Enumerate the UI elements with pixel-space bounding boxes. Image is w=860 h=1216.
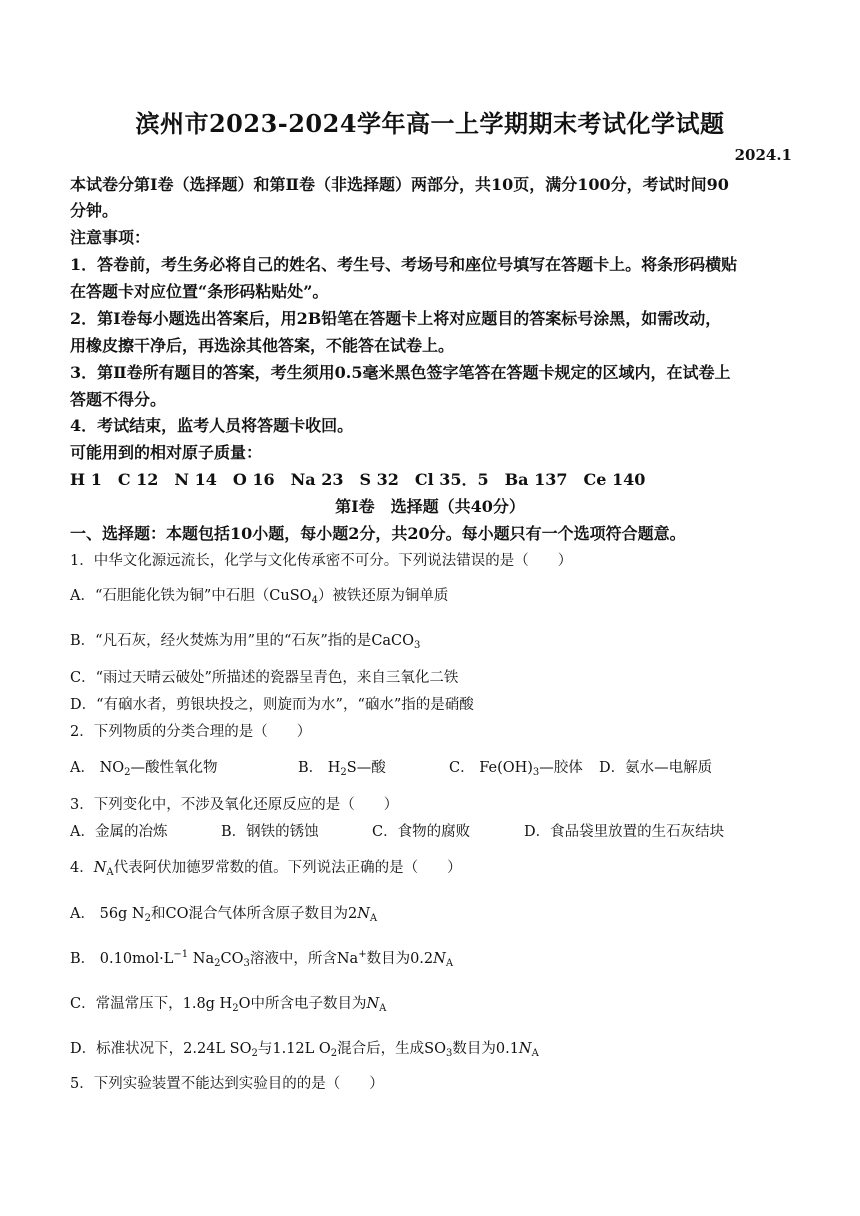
q1-stem: 1．中华文化源远流长，化学与文化传承密不可分。下列说法错误的是（ ） — [70, 553, 573, 569]
q1-option-c: C．“雨过天晴云破处”所描述的瓷器呈青色，来自三氧化二铁 — [70, 670, 459, 686]
atomic-mass-heading: 可能用到的相对原子质量： — [70, 443, 263, 462]
q5-stem: 5．下列实验装置不能达到实验目的的是（ ） — [70, 1076, 384, 1092]
q1-option-d: D．“有硇水者，剪银块投之，则旋而为水”，“硇水”指的是硝酸 — [70, 697, 474, 713]
q1-option-b: B．“凡石灰，经火焚炼为用”里的“石灰”指的是CaCO$_3$ — [70, 633, 421, 651]
q2-option-d: D．氨水—电解质 — [599, 760, 713, 776]
q2-option-a: A． $NO_2—$酸性氧化物 — [70, 760, 218, 778]
note-3-line-1: 3．第Ⅱ卷所有题目的答案，考生须用0.5毫米黑色签字笔答在答题卡规定的区域内，在试卷上 — [70, 363, 731, 382]
note-3-line-2: 答题不得分。 — [70, 390, 167, 409]
note-2-line-2: 用橡皮擦干净后，再选涂其他答案，不能答在试卷上。 — [70, 336, 455, 355]
exam-date: 2024.1 — [734, 146, 792, 164]
atomic-mass-values: H 1 C 12 N 14 O 16 Na 23 S 32 Cl 35．5 Ba 137 Ce 140 — [70, 470, 646, 489]
q4-option-c: C．常温常压下，1.8g $H_2O$中所含电子数目为$N_A$ — [70, 996, 387, 1014]
intro-line-2: 分钟。 — [70, 201, 119, 220]
q2-stem: 2．下列物质的分类合理的是（ ） — [70, 724, 312, 740]
q3-stem: 3．下列变化中，不涉及氧化还原反应的是（ ） — [70, 797, 399, 813]
note-4: 4．考试结束，监考人员将答题卡收回。 — [70, 416, 354, 435]
q3-option-a: A．金属的冶炼 — [70, 824, 168, 840]
q3-option-c: C．食物的腐败 — [372, 824, 471, 840]
q2-option-b: B． $H_2S—$酸 — [298, 760, 386, 778]
q4-option-a: A． 56g $N_2$和CO混合气体所含原子数目为$2N_A$ — [70, 906, 378, 924]
q1-option-a: A．“石胆能化铁为铜”中石胆（CuSO$_4$）被铁还原为铜单质 — [70, 588, 449, 606]
section-instruction: 一、选择题：本题包括10小题，每小题2分，共20分。每小题只有一个选项符合题意。 — [70, 524, 686, 543]
q3-option-b: B．钢铁的锈蚀 — [221, 824, 319, 840]
note-1-line-1: 1．答卷前，考生务必将自己的姓名、考生号、考场号和座位号填写在答题卡上。将条形码横贴 — [70, 255, 738, 274]
q4-stem: 4．$N_A$代表阿伏加德罗常数的值。下列说法正确的是（ ） — [70, 860, 462, 878]
intro-line-1: 本试卷分第Ⅰ卷（选择题）和第Ⅱ卷（非选择题）两部分，共10页，满分100分，考试时间90 — [70, 175, 729, 194]
q4-option-b: B． $0.10mol\cdot L^{-1}$ $Na_2CO_3$溶液中，所含Na+数目为$0.2N_A$ — [70, 949, 454, 969]
note-2-line-1: 2．第Ⅰ卷每小题选出答案后，用2B铅笔在答题卡上将对应题目的答案标号涂黑，如需改动， — [70, 309, 722, 328]
q2-option-c: C． $Fe(OH)_3—$胶体 — [449, 760, 583, 778]
note-1-line-2: 在答题卡对应位置“条形码粘贴处”。 — [70, 282, 329, 301]
q4-option-d: D．标准状况下，2.24L $SO_2$与1.12L $O_2$混合后，生成$SO_3$数目为$0.1N_A$ — [70, 1041, 539, 1059]
notes-heading: 注意事项： — [70, 228, 151, 247]
section-title: 第Ⅰ卷 选择题（共40分） — [335, 497, 525, 516]
q3-option-d: D．食品袋里放置的生石灰结块 — [524, 824, 725, 840]
page-title: 滨州市2023-2024学年高一上学期期末考试化学试题 — [135, 109, 725, 138]
